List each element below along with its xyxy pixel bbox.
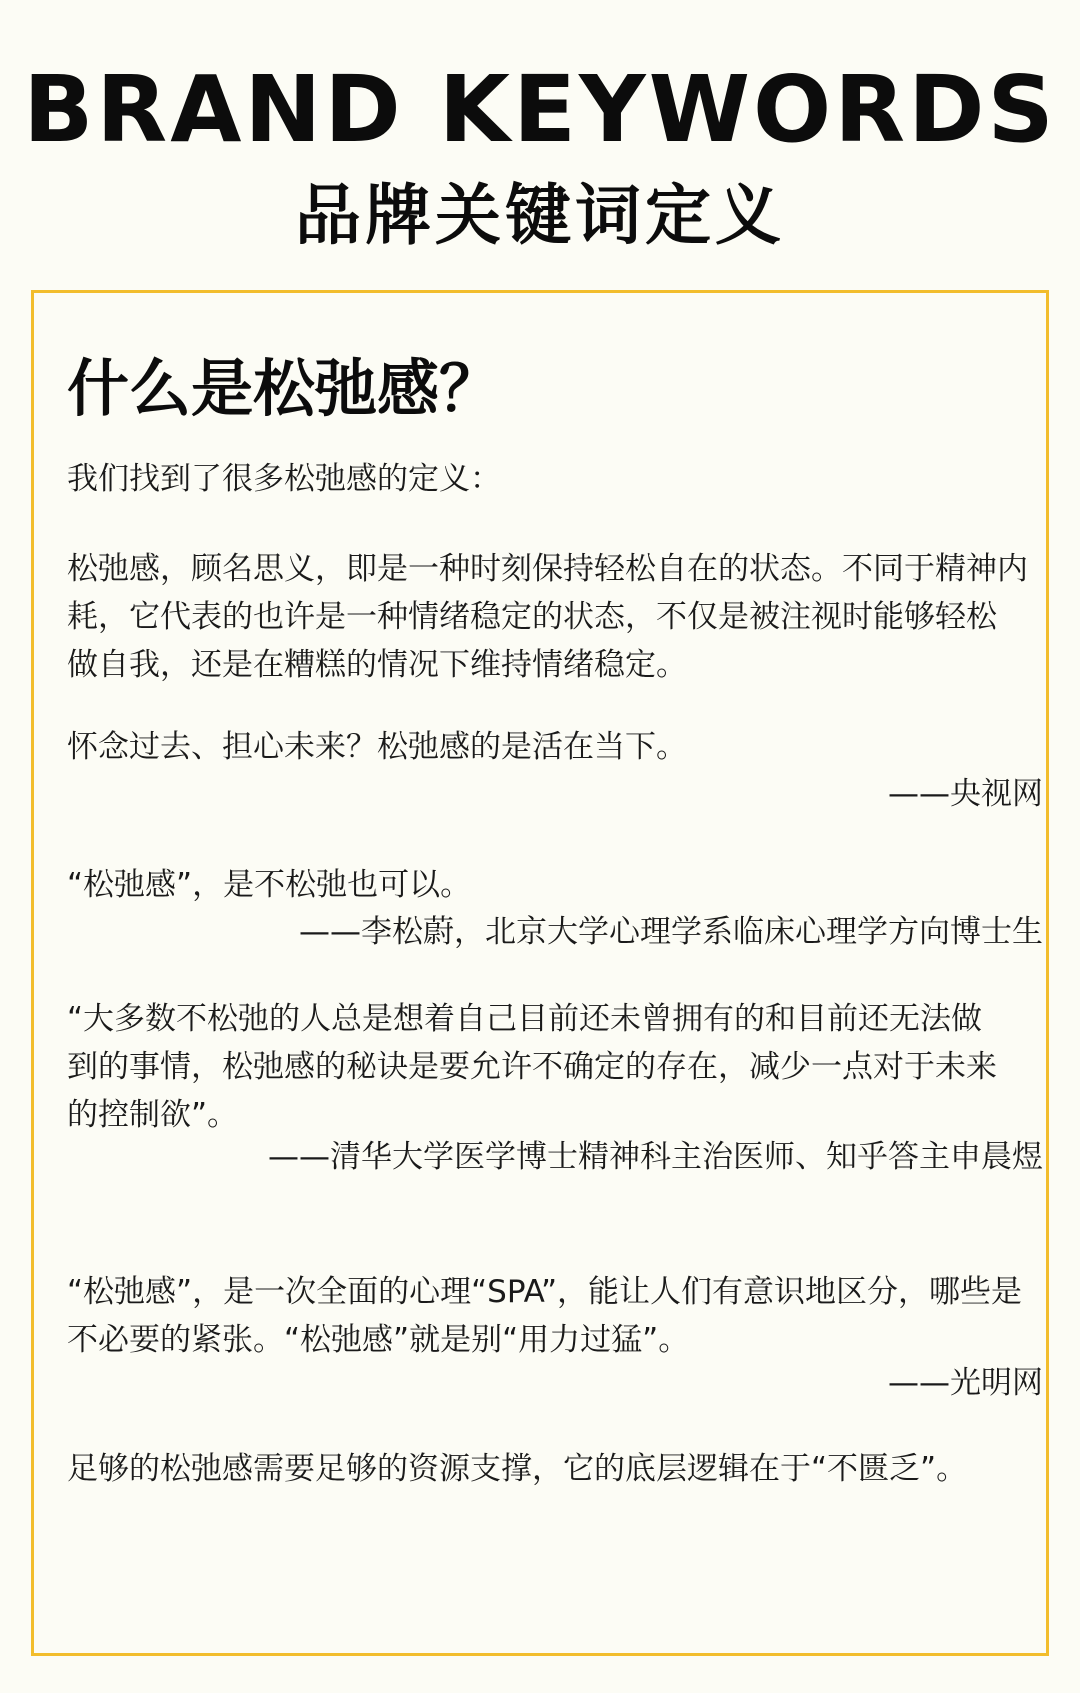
present-moment-text: 怀念过去、担心未来？松弛感的是活在当下。: [67, 729, 687, 765]
closing-text: 足够的松弛感需要足够的资源支撑，它的底层逻辑在于“不匮乏”。: [67, 1451, 968, 1487]
source-shen-chenyu: ——清华大学医学博士精神科主治医师、知乎答主申晨煜: [268, 1139, 1043, 1175]
definition-card: [31, 290, 1049, 1656]
brand-keywords-title: BRAND KEYWORDS: [23, 56, 1057, 163]
quote-shen-chenyu: “大多数不松弛的人总是想着自己目前还未曾拥有的和目前还无法做 到的事情，松弛感的秘诀是要允许不确定的存在，减少一点对于未来 的控制欲”。: [67, 1001, 997, 1133]
source-cctv: ——央视网: [888, 776, 1043, 812]
quote-guangming: “松弛感”，是一次全面的心理“SPA”，能让人们有意识地区分，哪些是 不必要的紧张。“松弛感”就是别“用力过猛”。: [67, 1274, 1023, 1358]
source-li-songwei: ——李松蔚，北京大学心理学系临床心理学方向博士生: [299, 914, 1043, 950]
quote-li-songwei: “松弛感”，是不松弛也可以。: [67, 867, 472, 903]
brand-keywords-subtitle: 品牌关键词定义: [295, 177, 785, 254]
intro-text: 我们找到了很多松弛感的定义：: [67, 461, 501, 497]
definition-paragraph: 松弛感，顾名思义，即是一种时刻保持轻松自在的状态。不同于精神内 耗，它代表的也许是一种情绪稳定的状态，不仅是被注视时能够轻松 做自我，还是在糟糕的情况下维持情绪稳定。: [67, 551, 1028, 683]
card-title: 什么是松弛感？: [67, 352, 502, 425]
source-guangming: ——光明网: [888, 1365, 1043, 1401]
